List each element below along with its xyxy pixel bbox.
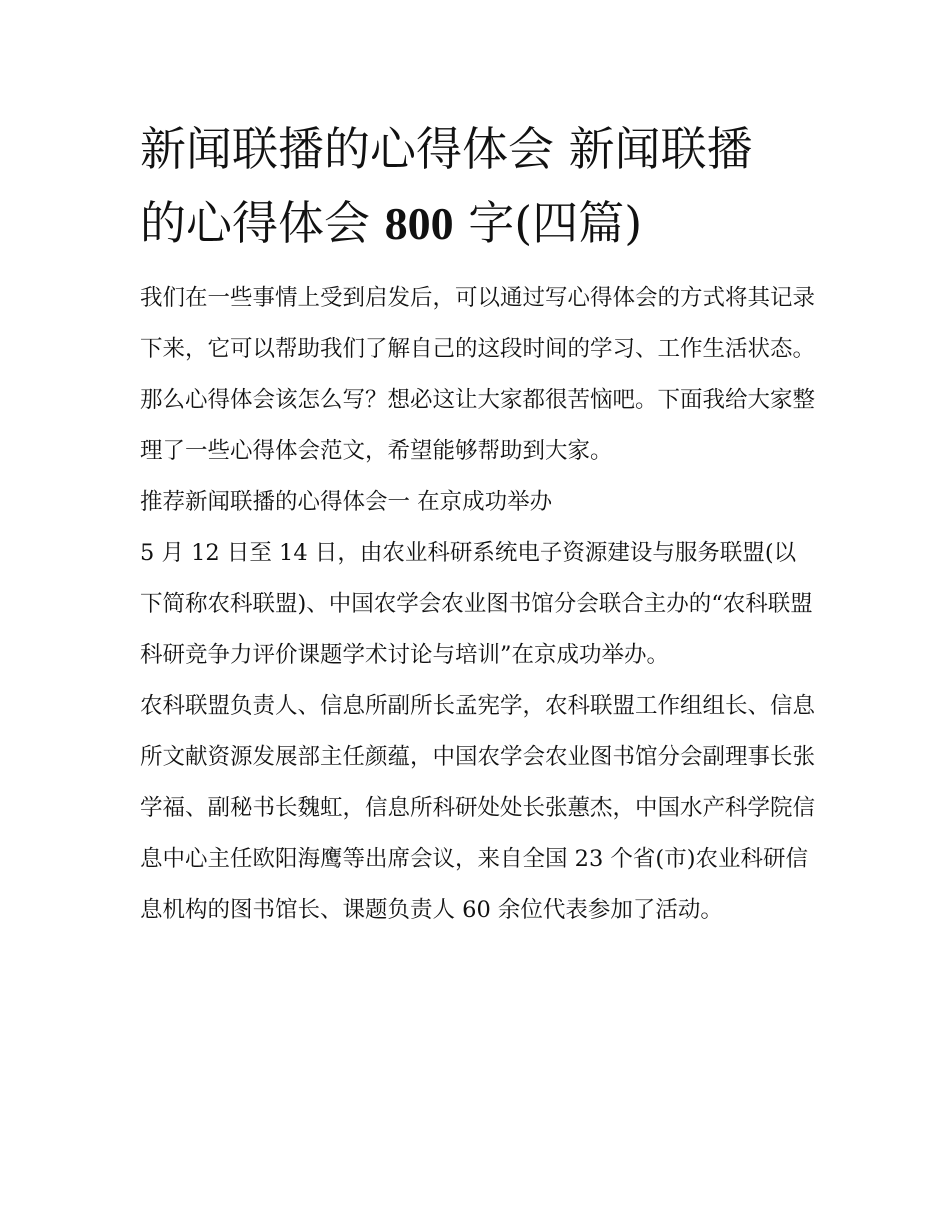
body-paragraph-1: 5 月 12 日至 14 日，由农业科研系统电子资源建设与服务联盟(以下简称农科联盟)、中国农学会农业图书馆分会联合主办的“农科联盟科研竞争力评价课题学术讨论与培训”在京成功举办。 bbox=[140, 540, 813, 668]
intro-paragraph: 我们在一些事情上受到启发后，可以通过写心得体会的方式将其记录下来，它可以帮助我们了解自己的这段时间的学习、工作生活状态。那么心得体会该怎么写？想必这让大家都很苦恼吧。下面我给大家整理了一些心得体会范文，希望能够帮助到大家。 bbox=[140, 285, 816, 464]
document-title bbox=[140, 112, 816, 261]
title-line-2-number: 800 bbox=[384, 198, 454, 249]
title-line-2-suffix: 字(四篇) bbox=[453, 196, 643, 250]
section-heading: 推荐新闻联播的心得体会一 在京成功举办 bbox=[140, 489, 553, 515]
body-paragraph-2: 农科联盟负责人、信息所副所长孟宪学，农科联盟工作组组长、信息所文献资源发展部主任颜蕴，中国农学会农业图书馆分会副理事长张学福、副秘书长魏虹，信息所科研处处长张蕙杰，中国水产科学院信息中心主任欧阳海鹰等出席会议，来自全国 23 个省(市)农业科研信息机构的图书馆长、课题负责人 60 余位代表参加了活动。 bbox=[140, 693, 816, 923]
title-line-1: 新闻联播的心得体会 新闻联播 bbox=[140, 122, 753, 176]
document-page bbox=[140, 112, 816, 936]
title-line-2-prefix: 的心得体会 bbox=[140, 196, 385, 250]
